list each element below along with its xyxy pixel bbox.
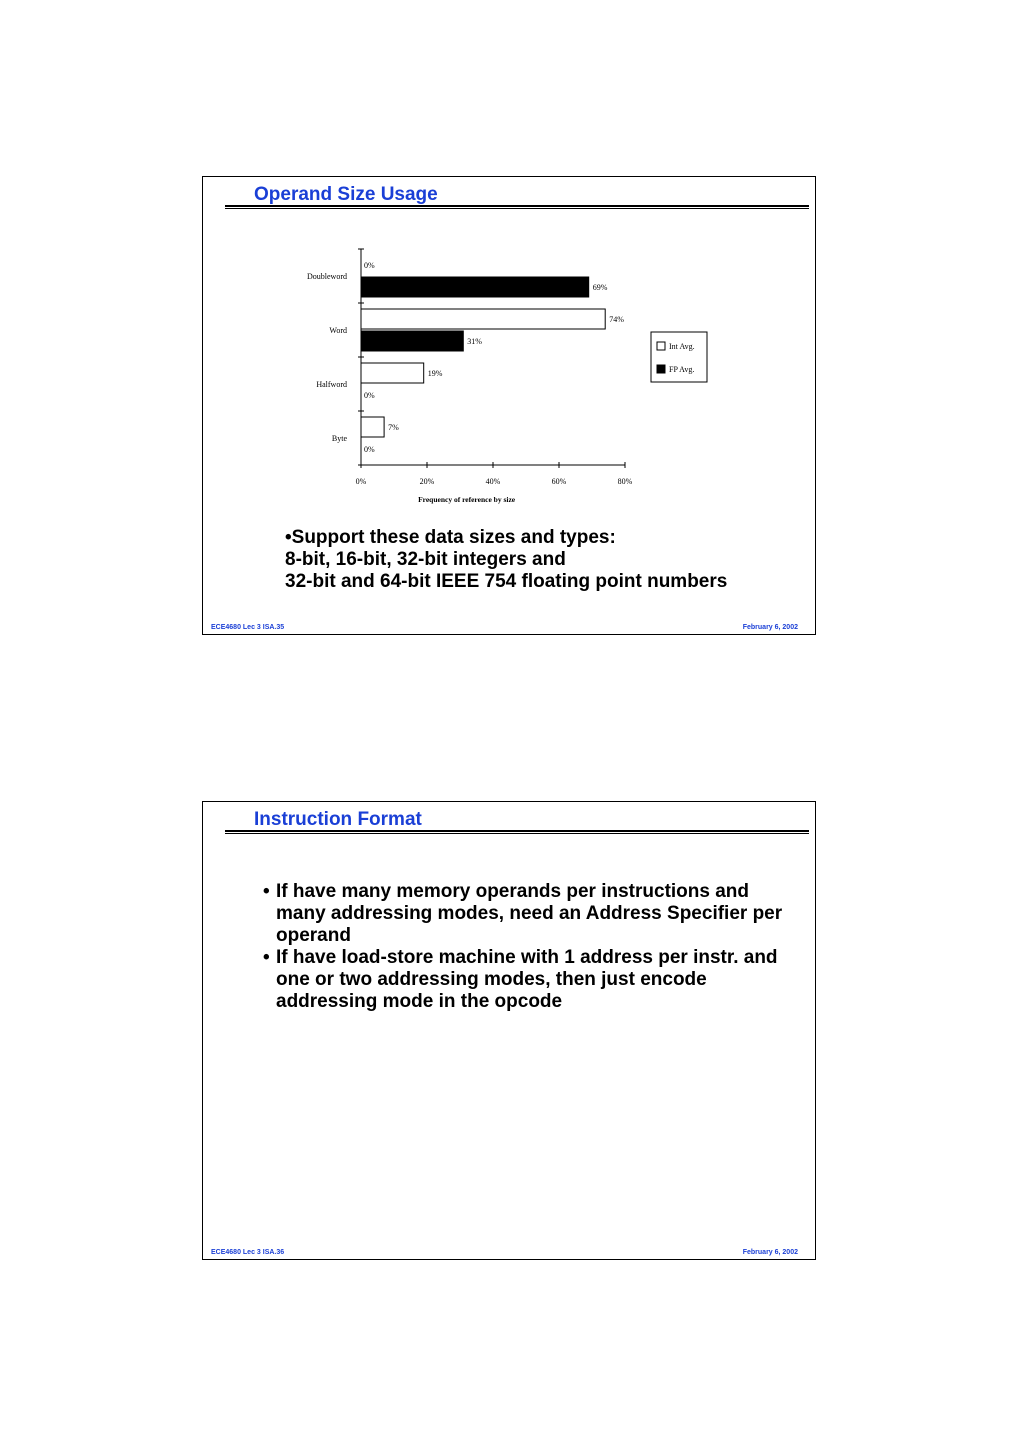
footer-date: February 6, 2002: [742, 624, 798, 631]
x-tick-label: 80%: [617, 477, 633, 486]
footer-lecture-id: ECE4680 Lec 3 ISA.36: [211, 1249, 285, 1256]
title-rule: [225, 830, 809, 834]
legend-swatch: [657, 365, 665, 373]
x-tick-label: 0%: [355, 477, 367, 486]
footer-date: February 6, 2002: [742, 1249, 798, 1256]
data-label: 31%: [467, 337, 482, 346]
slide-operand-size-usage: [202, 176, 816, 635]
bullet-item: • If have load-store machine with 1 address per instr. and one or two addressing modes, then just encode addressing mode in the opcode: [263, 947, 803, 1013]
slide-bullets: [263, 881, 803, 1013]
data-label: 74%: [609, 315, 624, 324]
bullet-line: •Support these data sizes and types:: [285, 527, 616, 548]
category-label: Doubleword: [307, 272, 347, 281]
data-label: 19%: [427, 369, 443, 378]
data-label: 0%: [364, 391, 375, 400]
bar: [361, 277, 589, 297]
bullet-line: 32-bit and 64-bit IEEE 754 floating point numbers: [285, 571, 728, 592]
title-rule: [225, 205, 809, 209]
data-label: 7%: [388, 423, 399, 432]
bar: [361, 363, 424, 383]
legend: [651, 332, 707, 382]
category-label: Halfword: [316, 380, 347, 389]
x-tick-label: 60%: [551, 477, 567, 486]
slide-bullets: [285, 527, 727, 593]
footer-lecture-id: ECE4680 Lec 3 ISA.35: [211, 624, 285, 631]
slide-title: Instruction Format: [254, 809, 422, 830]
bar: [361, 417, 384, 437]
legend-swatch: [657, 342, 665, 350]
data-label: 0%: [364, 261, 375, 270]
category-label: Word: [329, 326, 347, 335]
x-tick-label: 40%: [485, 477, 501, 486]
category-label: Byte: [331, 434, 347, 443]
data-label: 69%: [592, 283, 608, 292]
bar: [361, 331, 463, 351]
bullet-item: • If have many memory operands per instructions and many addressing modes, need an Address Specifier per operand: [263, 881, 803, 947]
data-label: 0%: [364, 445, 375, 454]
x-axis-title: Frequency of reference by size: [418, 495, 516, 504]
bar: [361, 309, 605, 329]
legend-label: Int Avg.: [669, 342, 695, 351]
slide-title: Operand Size Usage: [254, 184, 438, 205]
legend-label: FP Avg.: [669, 365, 695, 374]
operand-size-chart: [273, 239, 713, 509]
x-tick-label: 20%: [419, 477, 435, 486]
bullet-line: 8-bit, 16-bit, 32-bit integers and: [285, 549, 566, 570]
slide-instruction-format: [202, 801, 816, 1260]
